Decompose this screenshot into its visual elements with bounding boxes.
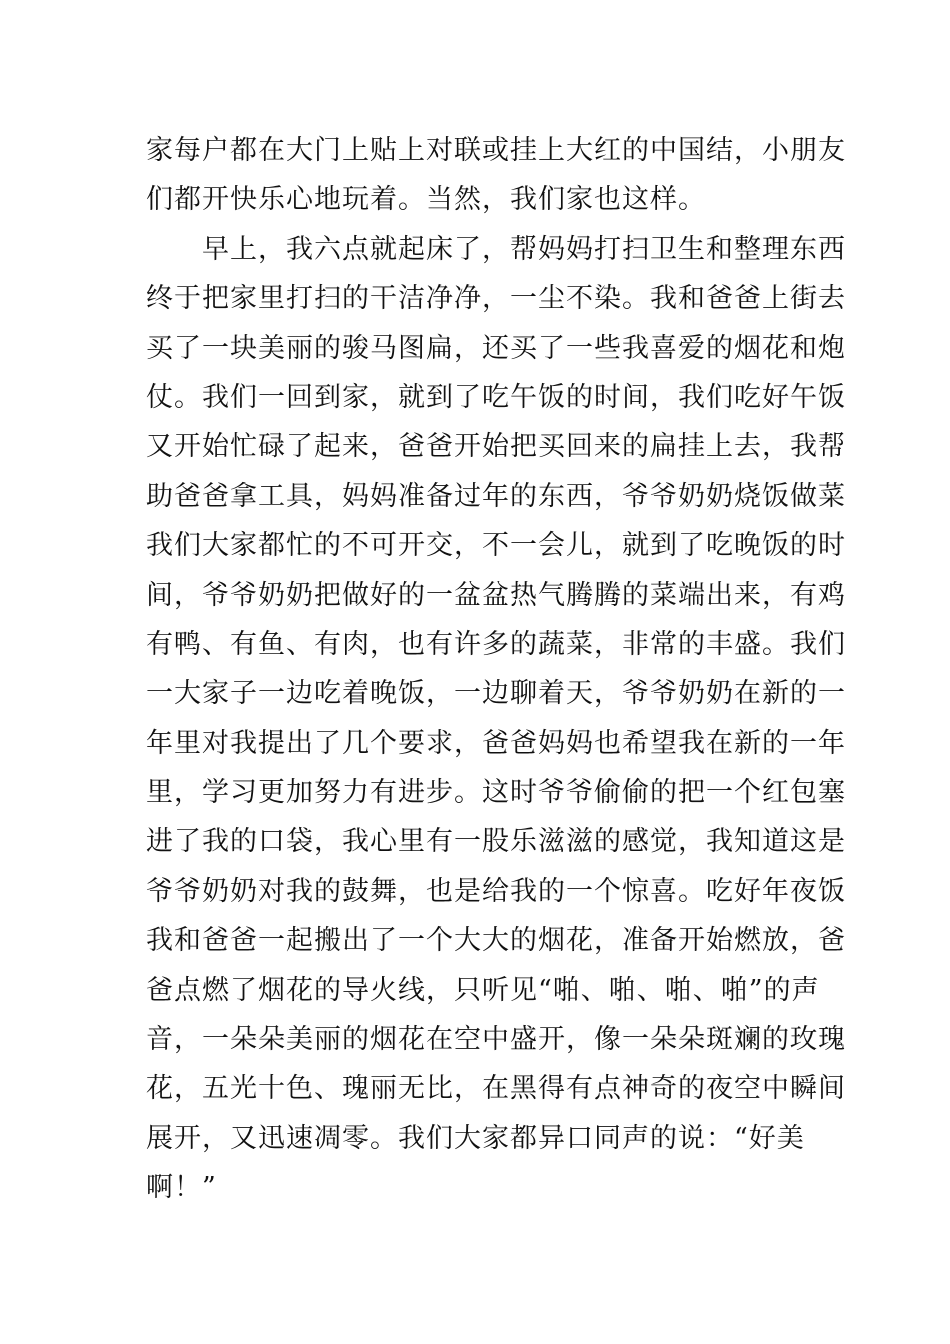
text-line: 爷爷奶奶对我的鼓舞，也是给我的一个惊喜。吃好年夜饭 bbox=[146, 875, 846, 907]
text-line: 进了我的口袋，我心里有一股乐滋滋的感觉，我知道这是 bbox=[146, 826, 846, 858]
text-line: 又开始忙碌了起来，爸爸开始把买回来的扁挂上去，我帮 bbox=[146, 431, 846, 463]
body-text bbox=[146, 126, 846, 1213]
text-line: 间，爷爷奶奶把做好的一盆盆热气腾腾的菜端出来，有鸡 bbox=[146, 579, 846, 611]
text-line: 花，五光十色、瑰丽无比，在黑得有点神奇的夜空中瞬间 bbox=[146, 1073, 846, 1105]
text-line: 展开，又迅速凋零。我们大家都异口同声的说：“好美 bbox=[146, 1122, 805, 1154]
text-line: 家每户都在大门上贴上对联或挂上大红的中国结，小朋友 bbox=[146, 135, 846, 166]
text-line: 有鸭、有鱼、有肉，也有许多的蔬菜，非常的丰盛。我们 bbox=[146, 628, 846, 660]
text-line: 助爸爸拿工具，妈妈准备过年的东西，爷爷奶奶烧饭做菜 bbox=[146, 480, 846, 512]
text-line: 终于把家里打扫的干洁净净，一尘不染。我和爸爸上街去 bbox=[146, 283, 846, 315]
text-line: 我和爸爸一起搬出了一个大大的烟花，准备开始燃放，爸 bbox=[146, 925, 846, 957]
text-line: 爸点燃了烟花的导火线，只听见“啪、啪、啪、啪”的声 bbox=[146, 974, 820, 1006]
text-line: 们都开快乐心地玩着。当然，我们家也这样。 bbox=[146, 184, 706, 216]
text-line: 仗。我们一回到家，就到了吃午饭的时间，我们吃好午饭 bbox=[146, 381, 846, 413]
text-line: 啊！” bbox=[146, 1172, 217, 1204]
paragraph-start-line: 早上，我六点就起床了，帮妈妈打扫卫生和整理东西 bbox=[202, 233, 846, 265]
text-line: 买了一块美丽的骏马图扁，还买了一些我喜爱的烟花和炮 bbox=[146, 332, 846, 364]
text-line: 年里对我提出了几个要求，爸爸妈妈也希望我在新的一年 bbox=[146, 727, 846, 759]
text-line: 音，一朵朵美丽的烟花在空中盛开，像一朵朵斑斓的玫瑰 bbox=[146, 1024, 846, 1056]
text-line: 里，学习更加努力有进步。这时爷爷偷偷的把一个红包塞 bbox=[146, 777, 846, 809]
text-line: 我们大家都忙的不可开交，不一会儿，就到了吃晚饭的时 bbox=[146, 530, 846, 562]
text-line: 一大家子一边吃着晚饭，一边聊着天，爷爷奶奶在新的一 bbox=[146, 678, 846, 710]
